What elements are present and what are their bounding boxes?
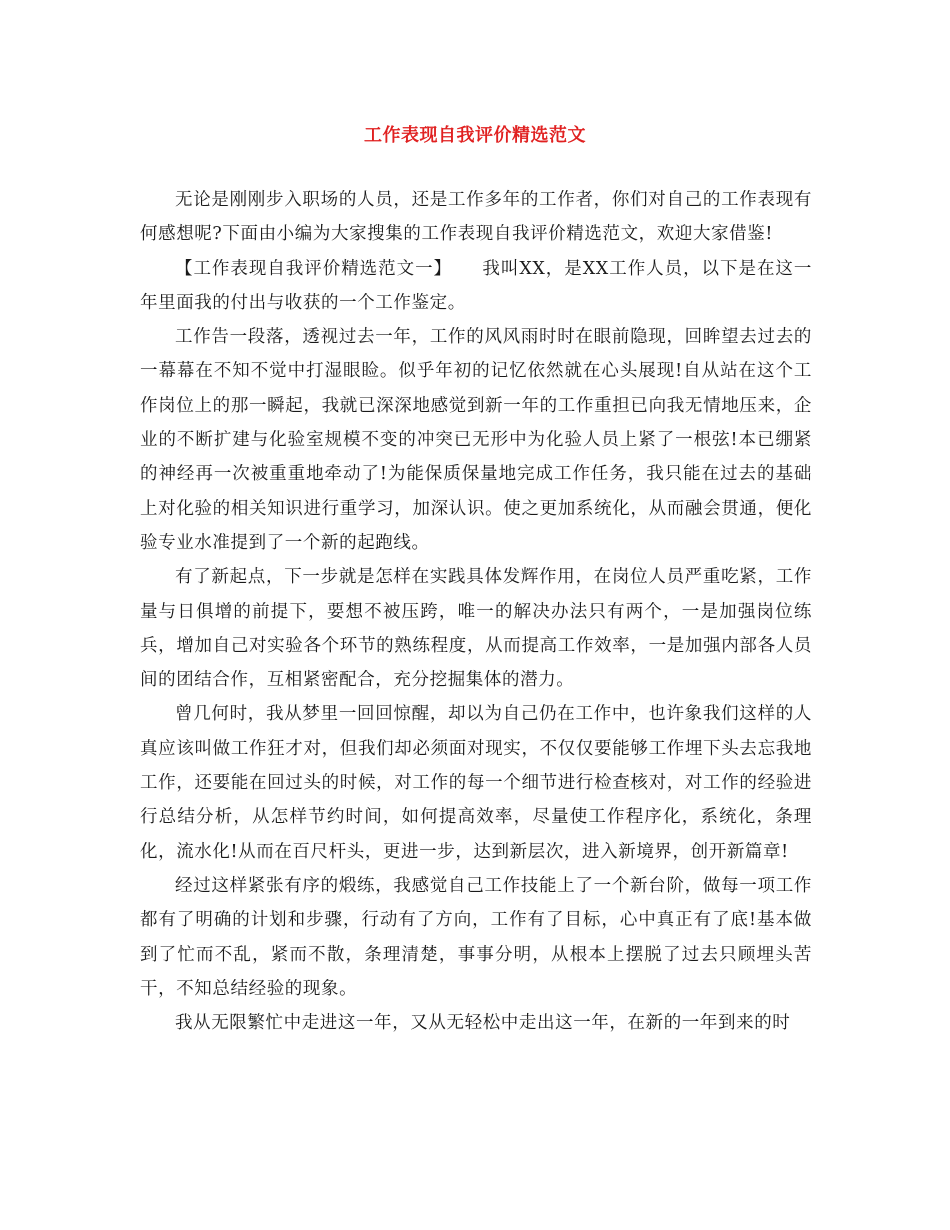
paragraph-intro: 无论是刚刚步入职场的人员，还是工作多年的工作者，你们对自己的工作表现有何感想呢?下面由小编为大家搜集的工作表现自我评价精选范文，欢迎大家借鉴! <box>140 190 812 245</box>
paragraph-2: 工作告一段落，透视过去一年，工作的风风雨时时在眼前隐现，回眸望去过去的一幕幕在不知不觉中打湿眼睑。似乎年初的记忆依然就在心头展现!自从站在这个工作岗位上的那一瞬起，我就已深深地感觉到新一年的工作重担已向我无情地压来，企业的不断扩建与化验室规模不变的冲突已无形中为化验人员上紧了一根弦!本已绷紧的神经再一次被重重地牵动了!为能保质保量地完成工作任务，我只能在过去的基础上对化验的相关知识进行重学习，加深认识。使之更加系统化，从而融会贯通，便化验专业水准提到了一个新的起跑线。 <box>140 327 812 553</box>
section-intro: 我叫XX，是XX工作人员，以下是在这一年里面我的付出与收获的一个工作鉴定。 <box>140 258 812 313</box>
document-title: 工作表现自我评价精选范文 <box>364 125 586 146</box>
paragraph-4: 曾几何时，我从梦里一回回惊醒，却以为自己仍在工作中，也许象我们这样的人真应该叫做工作狂才对，但我们却必须面对现实，不仅仅要能够工作埋下头去忘我地工作，还要能在回过头的时候，对工作的每一个细节进行检查核对，对工作的经验进行总结分析，从怎样节约时间，如何提高效率，尽量使工作程序化，系统化，条理化，流水化!从而在百尺杆头，更进一步，达到新层次，进入新境界，创开新篇章! <box>140 704 812 862</box>
section-heading-paragraph <box>140 252 812 321</box>
document-body <box>140 183 812 1040</box>
paragraph-3: 有了新起点，下一步就是怎样在实践具体发辉作用，在岗位人员严重吃紧，工作量与日俱增的前提下，要想不被压跨，唯一的解决办法只有两个，一是加强岗位练兵，增加自己对实验各个环节的熟练程度，从而提高工作效率，一是加强内部各人员间的团结合作，互相紧密配合，充分挖掘集体的潜力。 <box>140 567 812 691</box>
section-heading: 【工作表现自我评价精选范文一】 <box>175 258 453 279</box>
paragraph-5: 经过这样紧张有序的煅练，我感觉自己工作技能上了一个新台阶，做每一项工作都有了明确的计划和步骤，行动有了方向，工作有了目标，心中真正有了底!基本做到了忙而不乱，紧而不散，条理清楚，事事分明，从根本上摆脱了过去只顾埋头苦干，不知总结经验的现象。 <box>140 875 812 999</box>
paragraph-6: 我从无限繁忙中走进这一年，又从无轻松中走出这一年，在新的一年到来的时 <box>175 1013 791 1034</box>
